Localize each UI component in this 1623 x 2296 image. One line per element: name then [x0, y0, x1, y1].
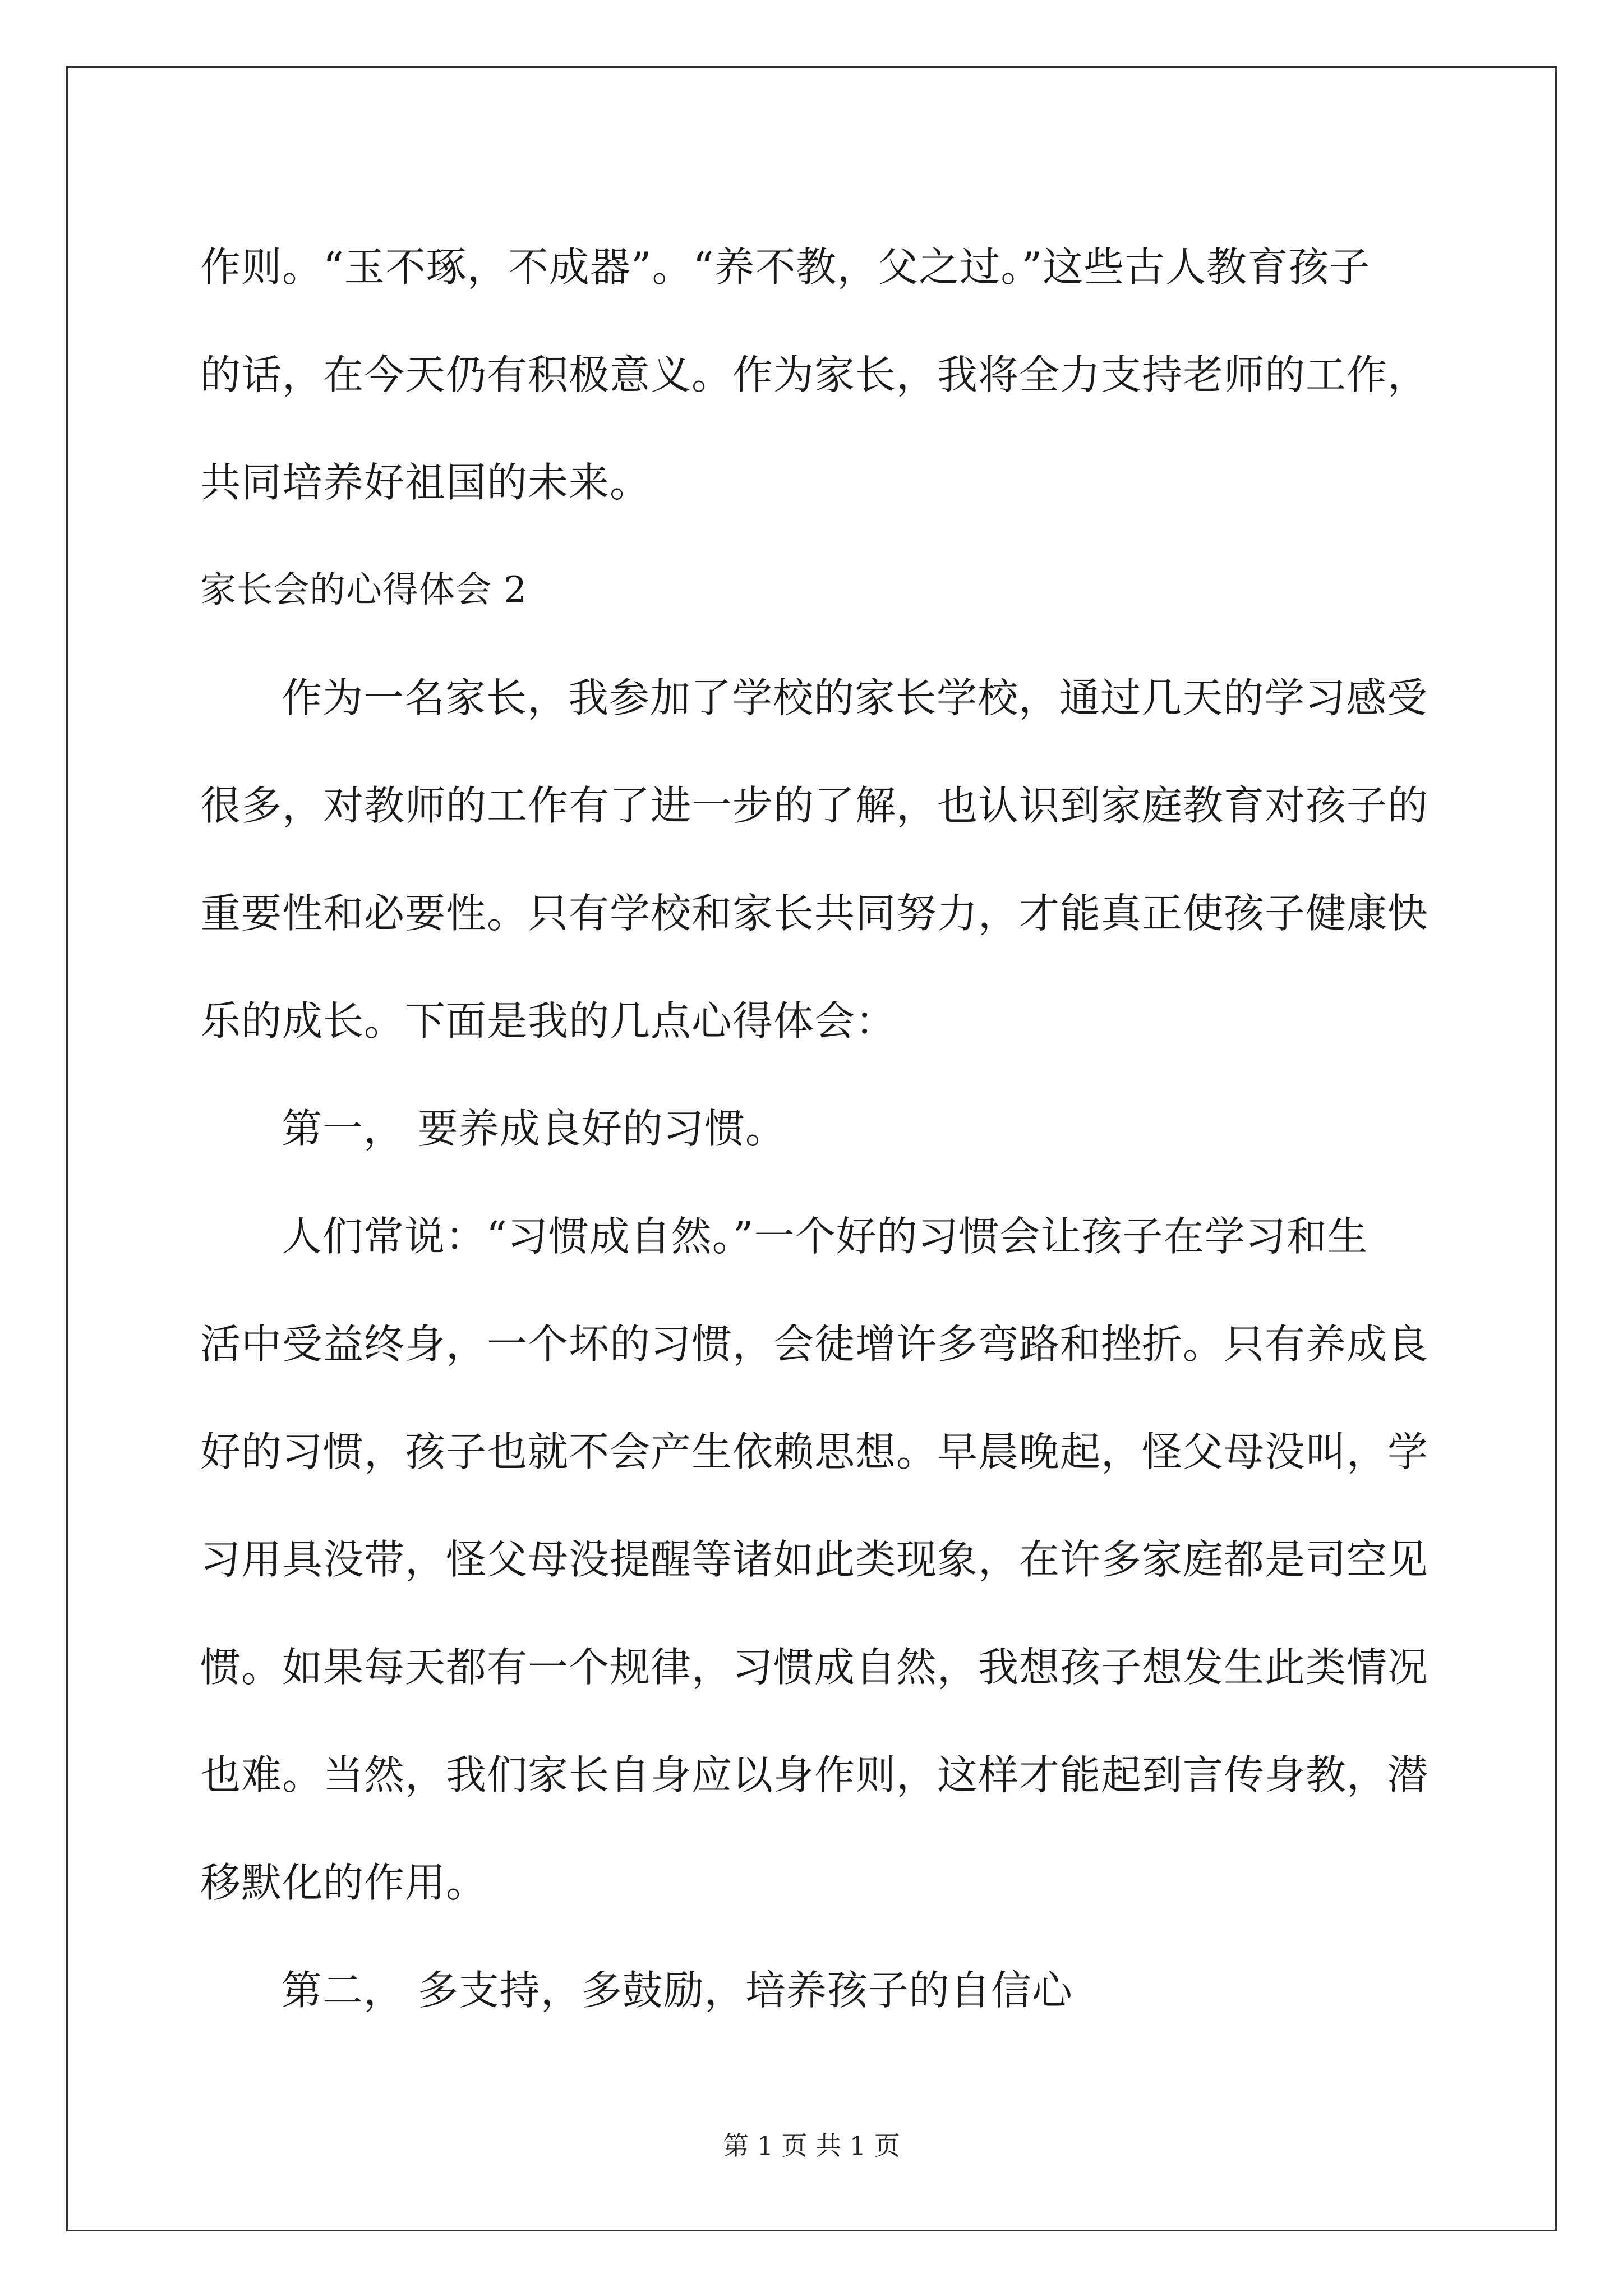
text-line: 惯。如果每天都有一个规律，习惯成自然，我想孩子想发生此类情况: [200, 1644, 1429, 1691]
text-line: 共同培养好祖国的未来。: [200, 459, 651, 506]
text-line: 作为一名家长，我参加了学校的家长学校，通过几天的学习感受: [282, 674, 1428, 721]
document-body: [200, 213, 1428, 2044]
text-line: 人们常说：“习惯成自然。”一个好的习惯会让孩子在学习和生: [282, 1213, 1368, 1260]
text-line: 习用具没带，怪父母没提醒等诸如此类现象，在许多家庭都是司空见: [200, 1536, 1429, 1583]
text-line: 很多，对教师的工作有了进一步的了解，也认识到家庭教育对孩子的: [200, 782, 1429, 829]
text-line: 移默化的作用。: [200, 1859, 487, 1906]
point-heading: 第一， 要养成良好的习惯。: [282, 1105, 786, 1152]
text-line: 活中受益终身，一个坏的习惯，会徒增许多弯路和挫折。只有养成良: [200, 1320, 1429, 1368]
text-line: 好的习惯，孩子也就不会产生依赖思想。早晨晚起，怪父母没叫，学: [200, 1428, 1429, 1475]
text-line: 重要性和必要性。只有学校和家长共同努力，才能真正使孩子健康快: [200, 890, 1429, 937]
point-heading: 第二， 多支持，多鼓励，培养孩子的自信心: [282, 1967, 1073, 2014]
section-heading: 家长会的心得体会 2: [200, 569, 528, 611]
text-line: 也难。当然，我们家长自身应以身作则，这样才能起到言传身教，潜: [200, 1751, 1429, 1798]
text-line: 乐的成长。下面是我的几点心得体会：: [200, 997, 897, 1045]
text-line: 作则。“玉不琢，不成器”。“养不教，父之过。”这些古人教育孩子: [200, 243, 1371, 291]
page-number: 第 1 页 共 1 页: [723, 2131, 900, 2161]
text-line: 的话，在今天仍有积极意义。作为家长，我将全力支持老师的工作，: [200, 351, 1429, 398]
